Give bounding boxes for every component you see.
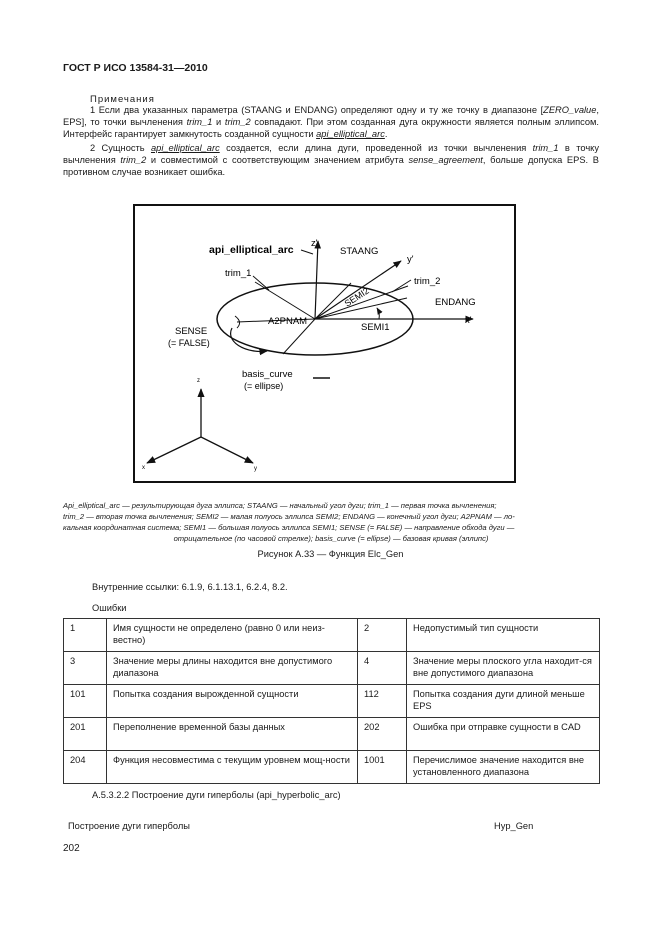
text-run: trim_2 [120, 155, 147, 166]
error-code: 201 [64, 718, 107, 751]
table-row [64, 751, 600, 784]
error-text: Функция несовместима с текущим уровнем мощ-ности [107, 751, 358, 784]
label-trim2: trim_2 [414, 276, 441, 287]
text-run: . [384, 129, 388, 140]
world-x-axis [147, 437, 201, 463]
label-world-z: z [197, 378, 200, 384]
text-run: ZERO_value [543, 105, 597, 115]
text-run: api_elliptical_arc [316, 129, 385, 140]
text-run: 2 Сущность [90, 143, 151, 153]
leader-trim1 [253, 276, 269, 290]
label-zp: z' [311, 238, 318, 249]
label-semi2: SEMI2 [342, 285, 371, 309]
ray-trim1 [255, 282, 315, 319]
text-run: в точку вычленения [63, 143, 599, 166]
note-1 [63, 104, 599, 141]
error-code: 1001 [358, 751, 407, 784]
text-run: trim_1 [186, 117, 213, 128]
label-api: api_elliptical_arc [209, 244, 294, 256]
label-endang: ENDANG [435, 297, 476, 308]
text-run: совпадают. При этом созданная дуга окружности является полным эллипсом. Интерфейс гарантирует замкнутость созданной сущности [63, 117, 600, 140]
label-semi1: SEMI1 [361, 322, 390, 333]
error-text: Переполнение временной базы данных [107, 718, 358, 751]
error-text: Значение меры плоского угла находит-ся вне допустимого диапазона [407, 652, 600, 685]
table-row [64, 619, 600, 652]
figure-caption [63, 500, 599, 544]
error-code: 1 [64, 619, 107, 652]
label-basis-eq: (= ellipse) [244, 381, 284, 391]
internal-references: Внутренние ссылки: 6.1.9, 6.1.13.1, 6.2.4, 8.2. [92, 582, 288, 592]
text-run: и совместимой с соответствующим значением атрибута [146, 155, 409, 166]
page-header: ГОСТ Р ИСО 13584-31—2010 [63, 62, 208, 74]
error-text: Перечислимое значение находится вне установленного диапазона [407, 751, 600, 784]
label-staang: STAANG [340, 246, 379, 257]
error-code: 3 [64, 652, 107, 685]
text-run: sense_agreement [408, 155, 483, 166]
page-number: 202 [63, 843, 80, 854]
table-row [64, 652, 600, 685]
subsection-heading: А.5.3.2.2 Построение дуги гиперболы (api_hyperbolic_arc) [92, 790, 341, 800]
errors-label: Ошибки [92, 603, 127, 613]
label-xp: x' [465, 315, 472, 326]
footer-left: Построение дуги гиперболы [68, 821, 190, 831]
text-run: trim_1 [532, 143, 559, 153]
caption-line: кальная координатная система; SEMI1 — большая полуось эллипса SEMI1; SENSE (= FALSE) — направление обхода дуги — [63, 523, 515, 532]
axis-zp [315, 241, 318, 319]
table-row [64, 685, 600, 718]
world-y-axis [201, 437, 253, 463]
error-text: Значение меры длины находится вне допустимого диапазона [107, 652, 358, 685]
label-a2pnam: A2PNAM [268, 316, 308, 327]
label-sense-false: (= FALSE) [168, 338, 210, 348]
error-code: 101 [64, 685, 107, 718]
leader-api [301, 250, 313, 254]
caption-line: отрицательное (по часовой стрелке); basis_curve (= ellipse) — базовая кривая (эллипс) [173, 534, 489, 543]
error-text: Попытка создания вырожденной сущности [107, 685, 358, 718]
figure-elliptical-arc [133, 204, 516, 483]
caption-line: trim_2 — вторая точка вычленения; SEMI2 — малая полуось эллипса SEMI2; ENDANG — конечный угол дуги; A2PNAM — ло- [63, 512, 515, 521]
error-text: Имя сущности не определено (равно 0 или неиз-вестно) [107, 619, 358, 652]
error-text: Ошибка при отправке сущности в CAD [407, 718, 600, 751]
text-run: создается, если длина дуги, проведенной из точки вычленения [219, 143, 533, 153]
error-text: Попытка создания дуги длиной меньше EPS [407, 685, 600, 718]
notes-title: Примечания [90, 94, 155, 105]
text-run: trim_2 [224, 117, 251, 128]
text-run: и [212, 117, 225, 128]
error-code: 204 [64, 751, 107, 784]
error-code: 4 [358, 652, 407, 685]
text-run: , больше допуска EPS. В противном случае возникает ошибка. [63, 155, 599, 178]
label-world-y: y [254, 466, 257, 472]
caption-line: Api_elliptical_arc — результирующая дуга эллипса; STAANG — начальный угол дуги; trim_1 — первая точка вычленения; [63, 501, 497, 510]
arc-endang [377, 308, 379, 319]
leader-trim2 [392, 280, 411, 292]
ray-endang [315, 298, 407, 319]
error-code: 2 [358, 619, 407, 652]
error-code: 112 [358, 685, 407, 718]
errors-table [63, 618, 600, 784]
label-sense: SENSE [175, 326, 208, 337]
label-trim1: trim_1 [225, 268, 252, 279]
footer-right: Hyp_Gen [494, 821, 534, 831]
label-yp: y' [407, 254, 414, 265]
label-world-x: x [142, 465, 145, 471]
figure-title: Рисунок А.33 — Функция Elc_Gen [257, 549, 404, 559]
text-run: api_elliptical_arc [150, 143, 220, 153]
note-2 [63, 142, 599, 179]
table-row [64, 718, 600, 751]
error-text: Недопустимый тип сущности [407, 619, 600, 652]
text-run: , EPS], то точки вычленения [63, 105, 599, 128]
text-run: 1 Если два указанных параметра (STAANG и ENDANG) определяют одну и ту же точку в диапазоне [ [90, 105, 544, 115]
label-basis: basis_curve [242, 369, 293, 380]
error-code: 202 [358, 718, 407, 751]
